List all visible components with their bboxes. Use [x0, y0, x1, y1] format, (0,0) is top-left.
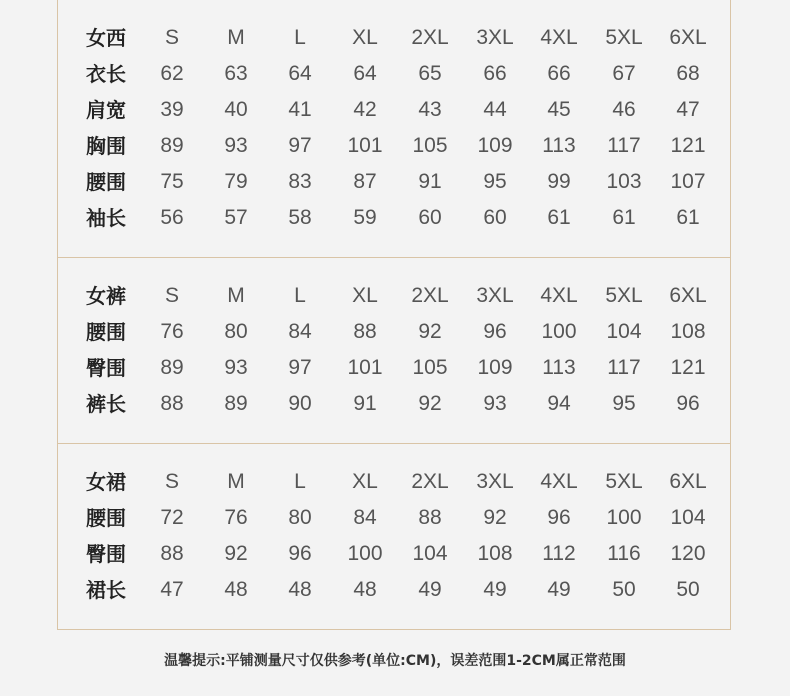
- table-cell: 89: [224, 392, 248, 415]
- table-cell: 100: [541, 320, 577, 343]
- table-cell: 112: [542, 542, 576, 565]
- table-cell: XL: [352, 284, 378, 307]
- table-cell: 92: [224, 542, 248, 565]
- table-cell: 5XL: [605, 284, 643, 307]
- table-cell: 104: [606, 320, 642, 343]
- table-cell: 65: [418, 62, 442, 85]
- table-cell: 5XL: [605, 470, 643, 493]
- table-cell: 6XL: [669, 470, 707, 493]
- table-cell: L: [294, 470, 306, 493]
- table-cell: 58: [288, 206, 312, 229]
- table-cell: 4XL: [540, 470, 578, 493]
- table-cell: 66: [547, 62, 571, 85]
- table-cell: 88: [353, 320, 377, 343]
- table-cell: 89: [160, 134, 184, 157]
- table-cell: 49: [418, 578, 442, 601]
- table-cell: 113: [542, 134, 576, 157]
- table-cell: 120: [670, 542, 706, 565]
- table-cell: 107: [670, 170, 706, 193]
- table-cell: 93: [224, 134, 248, 157]
- table-cell: 76: [224, 506, 248, 529]
- table-row: [58, 278, 730, 314]
- row-label: 女西: [86, 26, 126, 50]
- table-cell: 88: [418, 506, 442, 529]
- table-cell: 89: [160, 356, 184, 379]
- row-label: 腰围: [86, 320, 126, 344]
- table-cell: 56: [160, 206, 184, 229]
- table-cell: 93: [483, 392, 507, 415]
- row-label: 裤长: [86, 392, 126, 416]
- table-cell: 116: [607, 542, 641, 565]
- measurement-note: 温馨提示:平铺测量尺寸仅供参考(单位:CM)，误差范围1-2CM属正常范围: [164, 653, 626, 669]
- row-label: 袖长: [86, 206, 126, 230]
- table-cell: 49: [547, 578, 571, 601]
- table-cell: 108: [670, 320, 706, 343]
- table-cell: 44: [483, 98, 507, 121]
- table-cell: 3XL: [476, 26, 514, 49]
- table-cell: 87: [353, 170, 377, 193]
- table-cell: L: [294, 284, 306, 307]
- table-cell: 3XL: [476, 284, 514, 307]
- table-row: [58, 572, 730, 608]
- table-cell: 96: [288, 542, 312, 565]
- table-cell: 108: [477, 542, 513, 565]
- table-cell: 100: [606, 506, 642, 529]
- table-cell: 90: [288, 392, 312, 415]
- table-cell: 96: [676, 392, 700, 415]
- table-cell: 92: [483, 506, 507, 529]
- table-cell: 6XL: [669, 284, 707, 307]
- row-label: 臀围: [86, 542, 126, 566]
- table-cell: 63: [224, 62, 248, 85]
- table-row: [58, 500, 730, 536]
- table-cell: 60: [418, 206, 442, 229]
- table-cell: 104: [412, 542, 448, 565]
- table-cell: 83: [288, 170, 312, 193]
- table-row: [58, 464, 730, 500]
- table-cell: S: [164, 26, 179, 49]
- table-cell: 2XL: [411, 284, 449, 307]
- table-row: [58, 386, 730, 422]
- table-cell: 43: [418, 98, 442, 121]
- table-cell: 113: [542, 356, 576, 379]
- table-row: [58, 536, 730, 572]
- table-cell: L: [294, 26, 306, 49]
- table-cell: 117: [607, 356, 641, 379]
- table-row: [58, 20, 730, 56]
- table-cell: 95: [483, 170, 507, 193]
- table-cell: 57: [224, 206, 248, 229]
- table-cell: 40: [224, 98, 248, 121]
- table-cell: 62: [160, 62, 184, 85]
- table-cell: S: [164, 284, 179, 307]
- table-cell: 76: [160, 320, 184, 343]
- table-cell: 97: [288, 134, 312, 157]
- table-row: [58, 164, 730, 200]
- table-cell: 80: [224, 320, 248, 343]
- table-cell: 2XL: [411, 26, 449, 49]
- table-cell: 84: [288, 320, 312, 343]
- table-cell: XL: [352, 26, 378, 49]
- table-row: [58, 350, 730, 386]
- table-cell: 49: [483, 578, 507, 601]
- table-cell: 3XL: [476, 470, 514, 493]
- table-row: [58, 200, 730, 236]
- table-cell: M: [227, 470, 245, 493]
- table-cell: 60: [483, 206, 507, 229]
- table-cell: 66: [483, 62, 507, 85]
- table-cell: 84: [353, 506, 377, 529]
- table-cell: 95: [612, 392, 636, 415]
- table-cell: 75: [160, 170, 184, 193]
- table-cell: 61: [547, 206, 571, 229]
- table-cell: 48: [353, 578, 377, 601]
- table-cell: 121: [670, 134, 706, 157]
- table-cell: 101: [347, 356, 383, 379]
- table-cell: 50: [676, 578, 700, 601]
- table-cell: 46: [612, 98, 636, 121]
- table-cell: 105: [412, 134, 448, 157]
- table-cell: 88: [160, 542, 184, 565]
- table-cell: 6XL: [669, 26, 707, 49]
- table-cell: 104: [670, 506, 706, 529]
- table-cell: 96: [547, 506, 571, 529]
- table-cell: 5XL: [605, 26, 643, 49]
- table-cell: S: [164, 470, 179, 493]
- table-cell: M: [227, 284, 245, 307]
- table-cell: 41: [288, 98, 312, 121]
- table-row: [58, 56, 730, 92]
- pants-table: [57, 258, 731, 444]
- table-row: [58, 128, 730, 164]
- table-cell: 92: [418, 392, 442, 415]
- row-label: 胸围: [86, 134, 126, 158]
- row-label: 肩宽: [86, 98, 126, 122]
- table-cell: 91: [418, 170, 442, 193]
- table-cell: 91: [353, 392, 377, 415]
- row-label: 女裤: [86, 284, 126, 308]
- table-cell: 59: [353, 206, 377, 229]
- table-cell: 80: [288, 506, 312, 529]
- table-cell: 105: [412, 356, 448, 379]
- table-cell: 88: [160, 392, 184, 415]
- table-cell: 67: [612, 62, 636, 85]
- table-cell: M: [227, 26, 245, 49]
- table-cell: 50: [612, 578, 636, 601]
- table-cell: 64: [288, 62, 312, 85]
- table-row: [58, 92, 730, 128]
- top-jacket-table: [57, 0, 731, 258]
- table-cell: 109: [477, 134, 513, 157]
- table-cell: 48: [288, 578, 312, 601]
- table-cell: 72: [160, 506, 184, 529]
- table-cell: 96: [483, 320, 507, 343]
- table-cell: 101: [347, 134, 383, 157]
- table-cell: 48: [224, 578, 248, 601]
- table-cell: 103: [606, 170, 642, 193]
- table-cell: 94: [547, 392, 571, 415]
- table-cell: 39: [160, 98, 184, 121]
- table-cell: 47: [160, 578, 184, 601]
- table-cell: 42: [353, 98, 377, 121]
- table-cell: 117: [607, 134, 641, 157]
- table-cell: 64: [353, 62, 377, 85]
- table-cell: 61: [676, 206, 700, 229]
- row-label: 臀围: [86, 356, 126, 380]
- row-label: 腰围: [86, 506, 126, 530]
- table-cell: 61: [612, 206, 636, 229]
- table-cell: 97: [288, 356, 312, 379]
- table-cell: 100: [347, 542, 383, 565]
- table-cell: 2XL: [411, 470, 449, 493]
- row-label: 女裙: [86, 470, 126, 494]
- table-cell: 68: [676, 62, 700, 85]
- table-cell: 109: [477, 356, 513, 379]
- table-cell: 79: [224, 170, 248, 193]
- table-cell: 45: [547, 98, 571, 121]
- row-label: 腰围: [86, 170, 126, 194]
- table-cell: 121: [670, 356, 706, 379]
- table-cell: 4XL: [540, 26, 578, 49]
- table-cell: 92: [418, 320, 442, 343]
- table-cell: 93: [224, 356, 248, 379]
- table-cell: 4XL: [540, 284, 578, 307]
- row-label: 裙长: [86, 578, 126, 602]
- table-row: [58, 314, 730, 350]
- table-cell: 99: [547, 170, 571, 193]
- row-label: 衣长: [86, 62, 126, 86]
- skirt-table: [57, 444, 731, 630]
- table-cell: 47: [676, 98, 700, 121]
- table-cell: XL: [352, 470, 378, 493]
